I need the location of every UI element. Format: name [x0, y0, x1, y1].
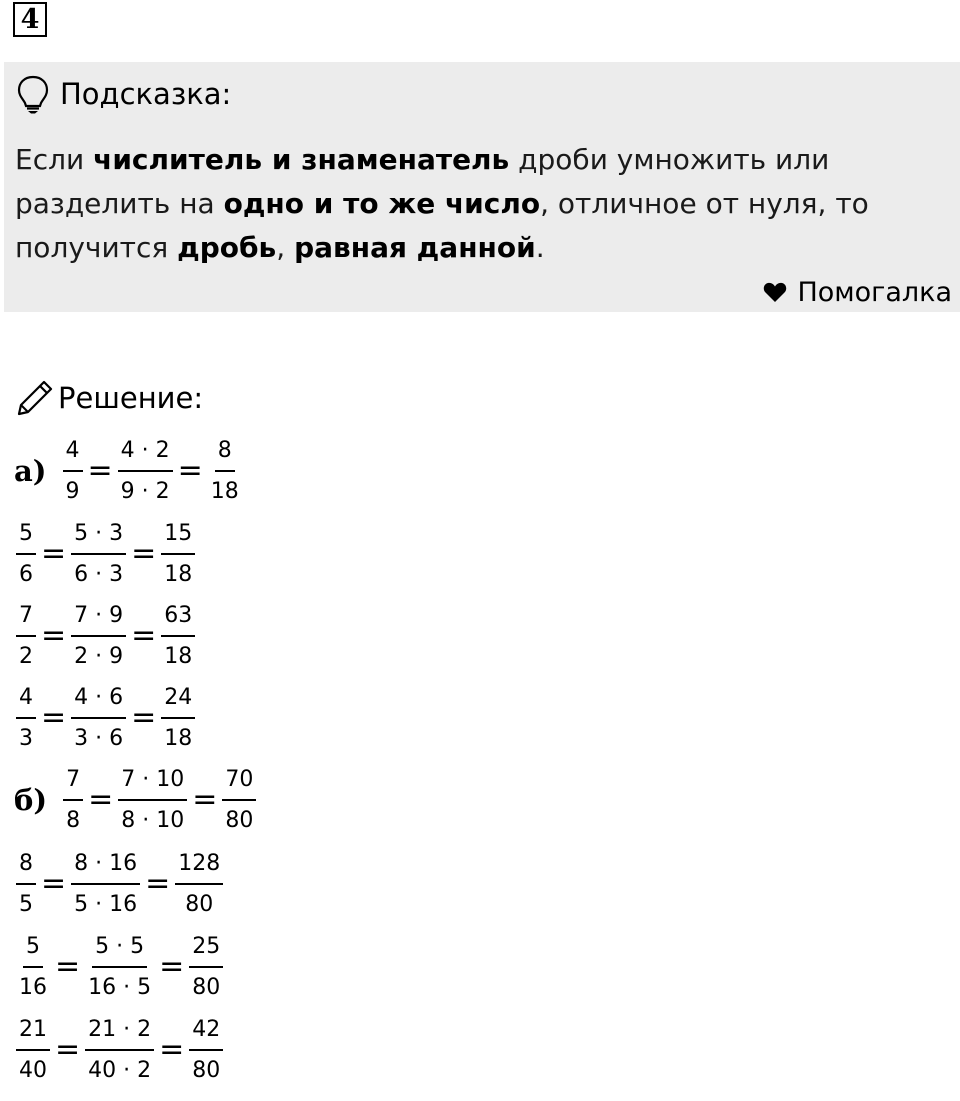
equation-row — [14, 601, 197, 671]
equals-sign: = — [192, 782, 218, 817]
equals-sign: = — [131, 618, 157, 653]
numerator: 4 · 6 — [71, 683, 126, 719]
solution-title: Решение: — [58, 381, 204, 415]
numerator: 24 — [161, 683, 195, 719]
equals-sign: = — [131, 700, 157, 735]
equation-row — [14, 1015, 225, 1085]
denominator: 18 — [164, 643, 193, 669]
denominator: 3 — [19, 725, 33, 751]
hint-bold-term: числитель и знаменатель — [93, 143, 510, 176]
denominator: 80 — [192, 974, 221, 1000]
numerator: 7 — [16, 601, 36, 637]
numerator: 8 — [215, 436, 235, 472]
fraction — [208, 436, 242, 507]
denominator: 2 — [19, 643, 33, 669]
fraction — [189, 932, 223, 1003]
hint-bold-term: одно и то же число — [223, 187, 541, 220]
equals-sign: = — [88, 782, 114, 817]
denominator: 40 — [19, 1057, 47, 1083]
hint-box — [4, 62, 960, 312]
denominator: 8 · 10 — [121, 807, 185, 833]
numerator: 21 · 2 — [85, 1015, 154, 1051]
fraction — [222, 765, 256, 836]
hint-text — [15, 138, 915, 270]
numerator: 5 · 3 — [71, 519, 126, 555]
denominator: 80 — [192, 1057, 221, 1083]
fraction — [16, 683, 36, 754]
solution-header — [16, 376, 203, 420]
pencil-icon — [16, 379, 54, 417]
fraction — [71, 683, 126, 754]
equation-row — [14, 932, 225, 1002]
hint-text-segment: , — [276, 231, 295, 264]
equation-row — [14, 765, 258, 835]
fraction — [118, 436, 173, 507]
task-number: 4 — [13, 2, 47, 37]
numerator: 4 — [63, 436, 83, 472]
hint-text-segment: Если — [15, 143, 94, 176]
denominator: 5 — [19, 891, 33, 917]
part-label: б) — [14, 783, 48, 817]
fraction — [16, 932, 50, 1003]
fraction — [189, 1015, 223, 1086]
equation-row — [14, 849, 225, 919]
numerator: 5 — [16, 519, 36, 555]
equals-sign: = — [55, 1032, 81, 1067]
fraction — [16, 849, 36, 920]
fraction — [63, 436, 83, 507]
credit-text: Помогалка — [797, 276, 952, 308]
numerator: 4 — [16, 683, 36, 719]
hint-text-segment: получится — [15, 231, 178, 264]
equals-sign: = — [159, 949, 185, 984]
hint-line — [15, 182, 915, 226]
denominator: 8 — [66, 807, 81, 833]
denominator: 80 — [185, 891, 214, 917]
denominator: 3 · 6 — [74, 725, 124, 751]
part-label: а) — [14, 454, 47, 488]
denominator: 9 · 2 — [120, 478, 170, 504]
numerator: 5 · 5 — [92, 932, 147, 968]
numerator: 63 — [161, 601, 195, 637]
hint-line — [15, 138, 915, 182]
hint-title: Подсказка: — [60, 77, 232, 111]
fraction — [71, 601, 126, 672]
equation-row — [14, 519, 197, 589]
hint-text-segment: разделить на — [15, 187, 224, 220]
numerator: 21 — [16, 1015, 50, 1051]
equals-sign: = — [87, 453, 113, 488]
fraction — [85, 1015, 154, 1086]
denominator: 16 — [19, 974, 47, 1000]
hint-bold-term: равная данной — [294, 231, 536, 264]
equals-sign: = — [55, 949, 81, 984]
hint-text-segment: . — [535, 231, 545, 264]
denominator: 18 — [164, 725, 193, 751]
denominator: 5 · 16 — [74, 891, 138, 917]
denominator: 18 — [210, 478, 239, 504]
hint-line — [15, 226, 915, 270]
numerator: 8 — [16, 849, 36, 885]
hint-text-segment: дроби умножить или — [509, 143, 830, 176]
denominator: 2 · 9 — [74, 643, 124, 669]
equation-row — [14, 683, 197, 753]
fraction — [161, 601, 195, 672]
numerator: 42 — [189, 1015, 223, 1051]
equals-sign: = — [131, 536, 157, 571]
equals-sign: = — [145, 866, 171, 901]
credit — [763, 272, 952, 312]
fraction — [175, 849, 223, 920]
fraction — [63, 765, 83, 836]
fraction — [16, 519, 36, 590]
denominator: 18 — [164, 561, 193, 587]
fraction — [71, 849, 140, 920]
numerator: 7 · 10 — [118, 765, 187, 801]
numerator: 70 — [222, 765, 256, 801]
denominator: 9 — [65, 478, 80, 504]
equals-sign: = — [159, 1032, 185, 1067]
numerator: 128 — [175, 849, 223, 885]
hint-header — [16, 74, 231, 114]
fraction — [16, 1015, 50, 1086]
equals-sign: = — [41, 536, 67, 571]
numerator: 5 — [23, 932, 43, 968]
equals-sign: = — [41, 700, 67, 735]
equals-sign: = — [177, 453, 203, 488]
heart-icon — [763, 281, 787, 303]
fraction — [16, 601, 36, 672]
fraction — [71, 519, 126, 590]
denominator: 6 · 3 — [74, 561, 124, 587]
denominator: 16 · 5 — [88, 974, 152, 1000]
hint-bold-term: дробь — [177, 231, 277, 264]
hint-text-segment: , отличное от нуля, то — [540, 187, 869, 220]
numerator: 7 — [63, 765, 83, 801]
numerator: 7 · 9 — [71, 601, 126, 637]
denominator: 6 — [19, 561, 33, 587]
fraction — [118, 765, 187, 836]
equals-sign: = — [41, 866, 67, 901]
numerator: 4 · 2 — [118, 436, 173, 472]
denominator: 40 · 2 — [88, 1057, 152, 1083]
numerator: 8 · 16 — [71, 849, 140, 885]
numerator: 25 — [189, 932, 223, 968]
lightbulb-icon — [16, 74, 50, 114]
fraction — [161, 683, 195, 754]
denominator: 80 — [225, 807, 254, 833]
fraction — [161, 519, 195, 590]
numerator: 15 — [161, 519, 195, 555]
equals-sign: = — [41, 618, 67, 653]
equation-row — [14, 436, 244, 506]
fraction — [85, 932, 154, 1003]
